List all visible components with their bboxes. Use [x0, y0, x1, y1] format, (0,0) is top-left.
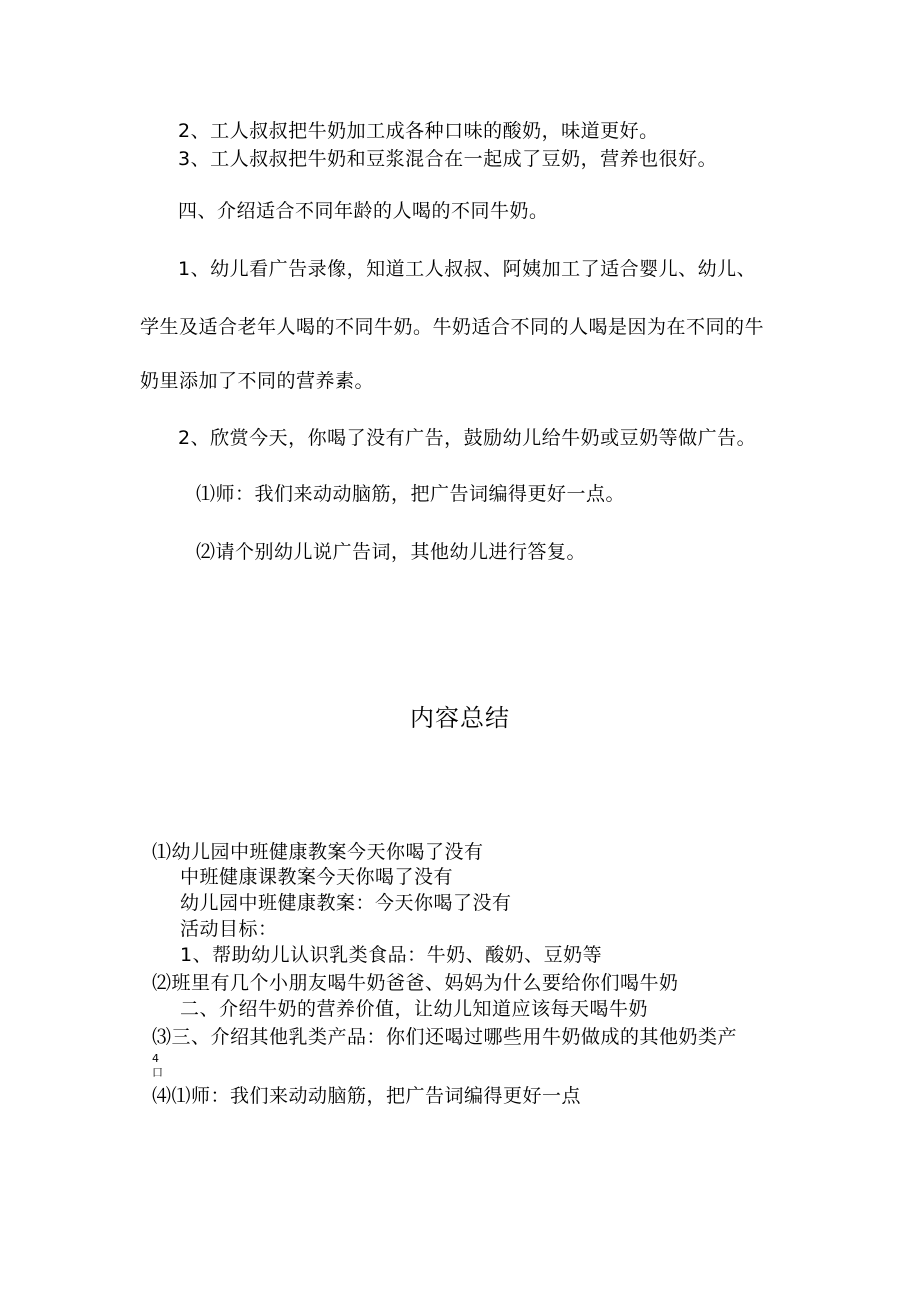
summary-line-6: ⑵班里有几个小朋友喝牛奶爸爸、妈妈为什么要给你们喝牛奶 [152, 972, 679, 994]
summary-line-10: ⑷⑴师：我们来动动脑筋，把广告词编得更好一点 [152, 1085, 582, 1107]
paragraph-4-1-line-1: 1、幼儿看广告录像，知道工人叔叔、阿姨加工了适合婴儿、幼儿、 [178, 258, 757, 280]
summary-line-8: ⑶三、介绍其他乳类产品：你们还喝过哪些用牛奶做成的其他奶类产 [152, 1026, 738, 1048]
paragraph-4-2-sub-1: ⑴师：我们来动动脑筋，把广告词编得更好一点。 [196, 483, 626, 505]
summary-line-9-number: 4 [152, 1052, 159, 1065]
summary-line-9-char: 口 [152, 1066, 163, 1079]
summary-line-5: 1、帮助幼儿认识乳类食品：牛奶、酸奶、豆奶等 [180, 944, 603, 966]
summary-line-7: 二、介绍牛奶的营养价值，让幼儿知道应该每天喝牛奶 [180, 998, 649, 1020]
paragraph-4-2: 2、欣赏今天，你喝了没有广告，鼓励幼儿给牛奶或豆奶等做广告。 [178, 427, 757, 449]
summary-line-4: 活动目标： [180, 918, 278, 940]
paragraph-step-3: 3、工人叔叔把牛奶和豆浆混合在一起成了豆奶，营养也很好。 [178, 148, 718, 170]
summary-line-1: ⑴幼儿园中班健康教案今天你喝了没有 [152, 841, 484, 863]
paragraph-4-1-line-3: 奶里添加了不同的营养素。 [140, 370, 375, 392]
paragraph-4-2-sub-2: ⑵请个别幼儿说广告词，其他幼儿进行答复。 [196, 541, 587, 563]
paragraph-step-2: 2、工人叔叔把牛奶加工成各种口味的酸奶，味道更好。 [178, 120, 659, 142]
summary-line-2: 中班健康课教案今天你喝了没有 [180, 866, 454, 888]
paragraph-4-1-line-2: 学生及适合老年人喝的不同牛奶。牛奶适合不同的人喝是因为在不同的牛 [140, 316, 765, 338]
summary-title: 内容总结 [410, 704, 510, 732]
summary-line-3: 幼儿园中班健康教案：今天你喝了没有 [180, 892, 512, 914]
section-heading-4: 四、介绍适合不同年龄的人喝的不同牛奶。 [178, 200, 549, 222]
